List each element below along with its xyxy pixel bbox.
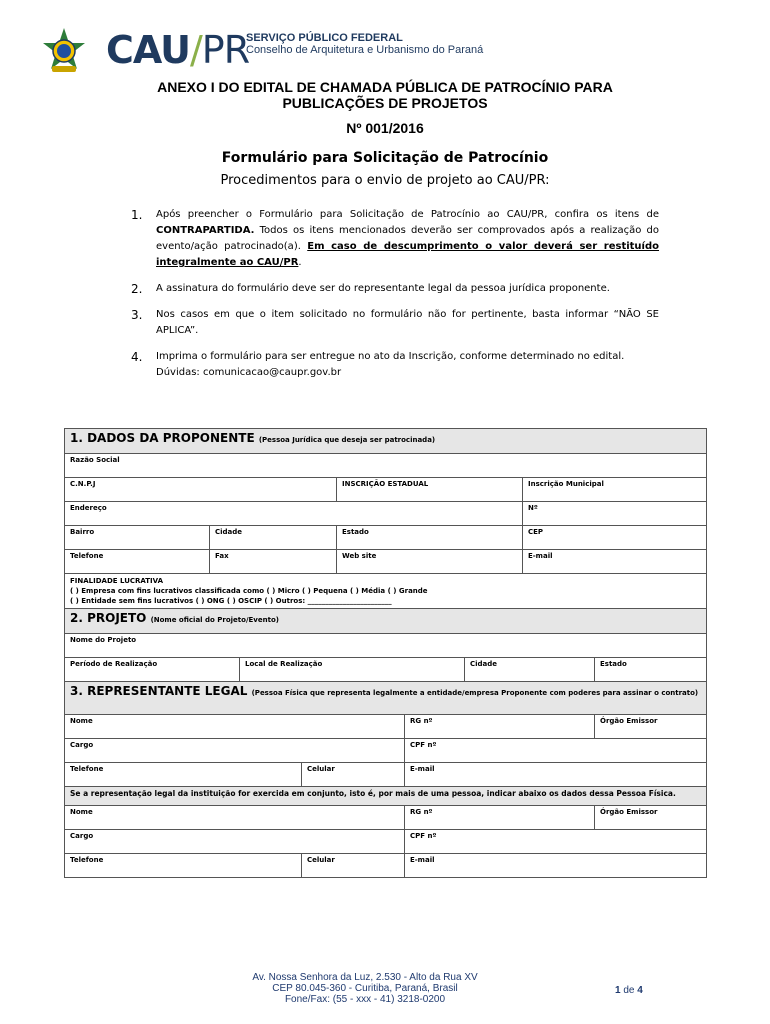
field-website[interactable]: Web site [337,550,523,574]
letterhead-line1: SERVIÇO PÚBLICO FEDERAL [246,32,403,44]
page-number: 1 de 4 [615,985,643,996]
field-cep[interactable]: CEP [523,526,707,550]
field-rep2-cpf[interactable]: CPF nº [405,830,707,854]
form-title: Formulário para Solicitação de Patrocínio [221,150,549,166]
field-rep2-rg[interactable]: RG nº [405,806,595,830]
field-cnpj[interactable]: C.N.P.J [65,478,337,502]
field-local-realizacao[interactable]: Local de Realização [240,658,465,682]
field-rep2-orgao-emissor[interactable]: Órgão Emissor [595,806,707,830]
field-rep2-celular[interactable]: Celular [302,854,405,878]
field-cidade[interactable]: Cidade [210,526,337,550]
field-projeto-estado[interactable]: Estado [595,658,707,682]
letterhead-subtitle [246,32,483,56]
doc-title-line1: ANEXO I DO EDITAL DE CHAMADA PÚBLICA DE PATROCÍNIO PARA [157,79,613,95]
letterhead-line2: Conselho de Arquitetura e Urbanismo do Paraná [246,44,484,56]
doc-number: Nº 001/2016 [346,120,424,136]
field-inscricao-municipal[interactable]: Inscrição Municipal [523,478,707,502]
field-rep-telefone[interactable]: Telefone [65,763,302,787]
field-finalidade-lucrativa[interactable]: FINALIDADE LUCRATIVA ( ) Empresa com fins lucrativos classificada como ( ) Micro ( ) Pequena ( ) Média ( ) Grande ( ) Entidade sem fins lucrativos ( ) ONG ( ) OSCIP ( ) Outros: ________________________ [65,574,707,609]
brasil-coat-of-arms-icon [38,26,90,78]
field-estado[interactable]: Estado [337,526,523,550]
field-fax[interactable]: Fax [210,550,337,574]
field-rep2-nome[interactable]: Nome [65,806,405,830]
field-rep-nome[interactable]: Nome [65,715,405,739]
section-dados-proponente: 1. DADOS DA PROPONENTE (Pessoa Jurídica que deseja ser patrocinada) [65,429,707,454]
field-telefone[interactable]: Telefone [65,550,210,574]
instruction-item: 3. Nos casos em que o item solicitado no formulário não for pertinente, basta informar “NÃO SE APLICA”. [131,308,659,336]
field-endereco[interactable]: Endereço [65,502,523,526]
doc-title-line2: PUBLICAÇÕES DE PROJETOS [282,95,488,111]
cau-pr-logo: CAU/PR [106,28,250,72]
instruction-item: 4. Imprima o formulário para ser entregue no ato da Inscrição, conforme determinado no edital. Dúvidas: comunicacao@caupr.gov.br [131,350,625,378]
field-rep-cpf[interactable]: CPF nº [405,739,707,763]
field-rep-email[interactable]: E-mail [405,763,707,787]
field-razao-social[interactable]: Razão Social [65,454,707,478]
field-rep-rg[interactable]: RG nº [405,715,595,739]
field-projeto-cidade[interactable]: Cidade [465,658,595,682]
field-rep-celular[interactable]: Celular [302,763,405,787]
procedures-heading: Procedimentos para o envio de projeto ao CAU/PR: [220,173,550,188]
field-rep-orgao-emissor[interactable]: Órgão Emissor [595,715,707,739]
field-numero[interactable]: Nº [523,502,707,526]
field-rep2-cargo[interactable]: Cargo [65,830,405,854]
field-rep-cargo[interactable]: Cargo [65,739,405,763]
field-rep2-email[interactable]: E-mail [405,854,707,878]
section-representante-legal: 3. REPRESENTANTE LEGAL (Pessoa Física que representa legalmente a entidade/empresa Proponente com poderes para assinar o contrato) [65,682,707,715]
field-bairro[interactable]: Bairro [65,526,210,550]
instruction-item: 1. Após preencher o Formulário para Solicitação de Patrocínio ao CAU/PR, confira os itens de CONTRAPARTIDA. Todos os itens mencionados deverão ser comprovados após a realização do evento/ação patrocinado(a). Em caso de descumprimento o valor deverá ser restituído integralmente ao CAU/PR. [131,208,660,268]
footer-address: Av. Nossa Senhora da Luz, 2.530 - Alto da Rua XV CEP 80.045-360 - Curitiba, Paraná, Brasil Fone/Fax: (55 - xxx - 41) 3218-0200 [252,972,478,1005]
field-nome-projeto[interactable]: Nome do Projeto [65,634,707,658]
instruction-item: 2. A assinatura do formulário deve ser do representante legal da pessoa jurídica proponente. [131,282,610,296]
field-rep2-telefone[interactable]: Telefone [65,854,302,878]
joint-representation-note: Se a representação legal da instituição for exercida em conjunto, isto é, por mais de uma pessoa, indicar abaixo os dados dessa Pessoa Física. [65,787,707,806]
section-projeto: 2. PROJETO (Nome oficial do Projeto/Evento) [65,609,707,634]
sponsorship-form-table [64,428,707,878]
field-periodo-realizacao[interactable]: Período de Realização [65,658,240,682]
letterhead [38,24,738,84]
field-email[interactable]: E-mail [523,550,707,574]
field-inscricao-estadual[interactable]: INSCRIÇÃO ESTADUAL [337,478,523,502]
instructions-list [131,207,659,391]
